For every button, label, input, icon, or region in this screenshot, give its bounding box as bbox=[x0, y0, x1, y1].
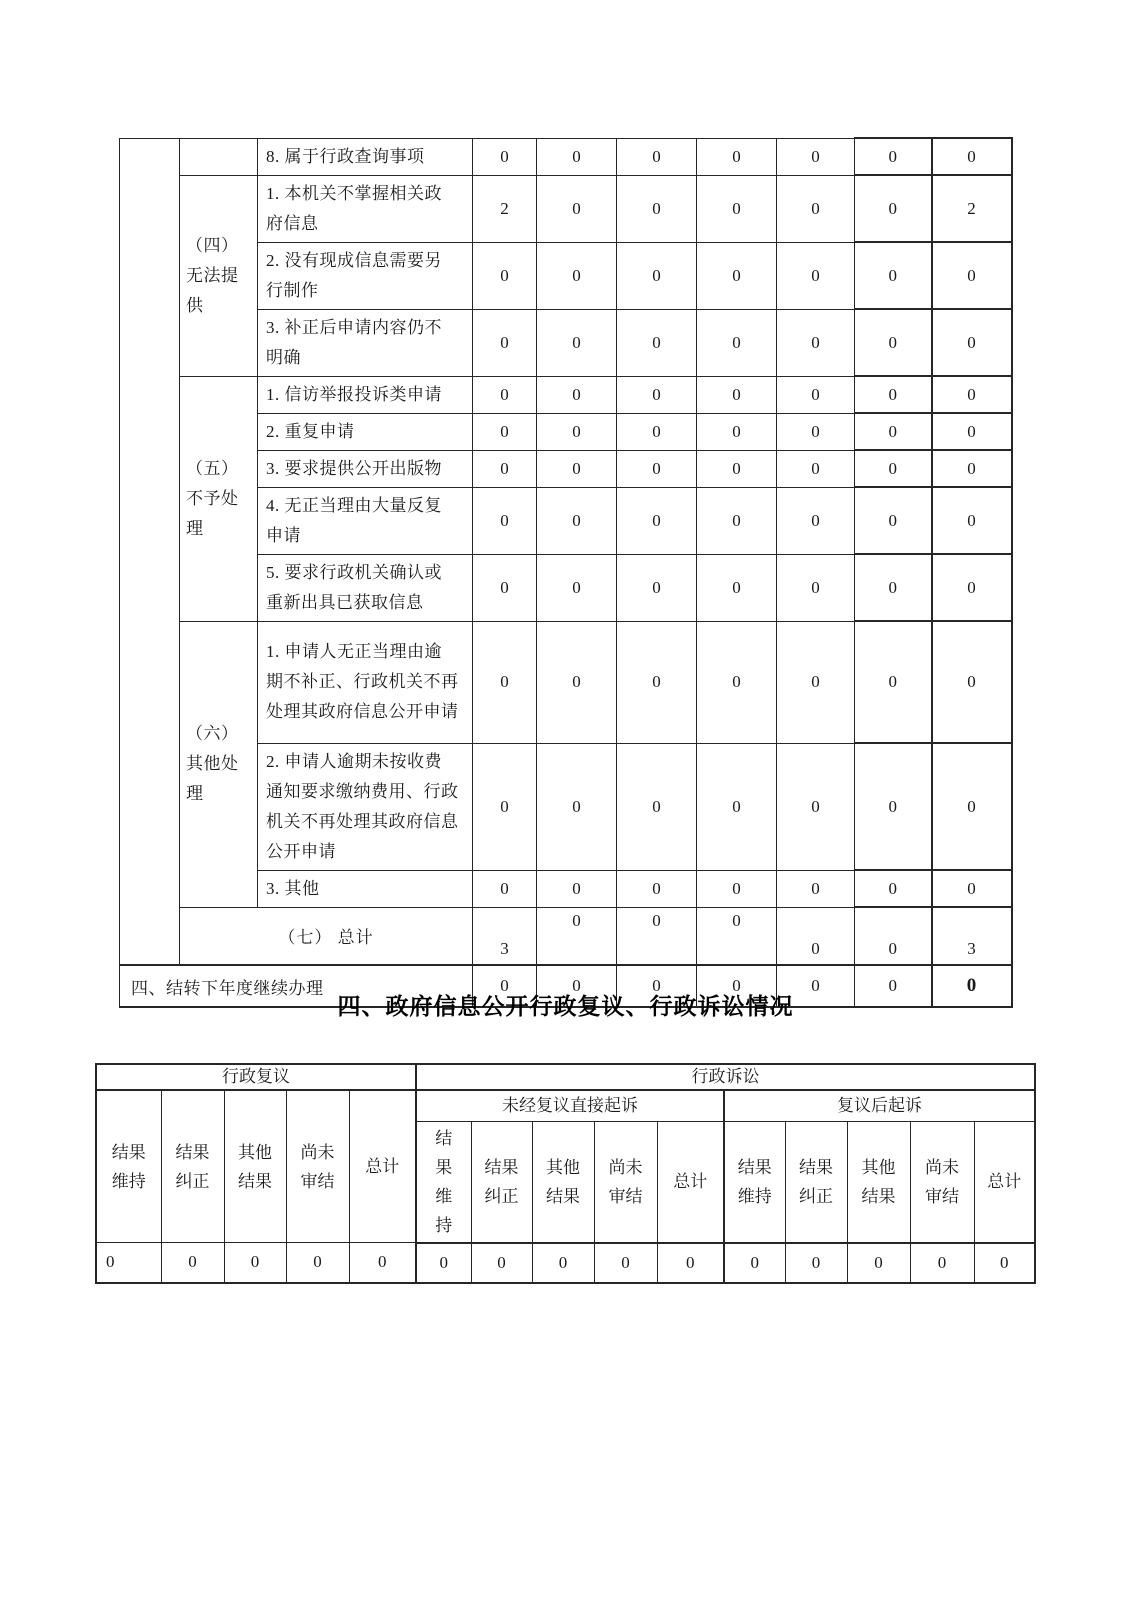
value-cell: 0 bbox=[532, 1243, 594, 1283]
value-cell: 0 bbox=[537, 413, 617, 450]
value-cell: 0 bbox=[617, 242, 697, 309]
direct-col-header: 结果纠正 bbox=[471, 1121, 532, 1243]
item-label-cell: 8. 属于行政查询事项 bbox=[258, 138, 473, 175]
carryover-value-cell: 0 bbox=[537, 965, 617, 1007]
value-cell: 0 bbox=[617, 450, 697, 487]
total-value-cell: 0 bbox=[617, 907, 697, 965]
value-cell: 0 bbox=[473, 242, 537, 309]
total-value-cell: 0 bbox=[537, 907, 617, 965]
value-cell: 0 bbox=[537, 242, 617, 309]
value-cell: 0 bbox=[932, 450, 1012, 487]
review-lawsuit-table bbox=[95, 1063, 1036, 1284]
value-cell: 0 bbox=[932, 487, 1012, 554]
total-value-cell: 0 bbox=[777, 907, 855, 965]
value-cell: 0 bbox=[777, 621, 855, 743]
review-col-header: 结果维持 bbox=[96, 1090, 161, 1243]
value-cell: 0 bbox=[473, 487, 537, 554]
carryover-value-cell: 0 bbox=[777, 965, 855, 1007]
value-cell: 0 bbox=[537, 175, 617, 242]
review-group-header: 行政复议 bbox=[96, 1064, 416, 1090]
value-cell: 0 bbox=[910, 1243, 974, 1283]
disposal-results-table bbox=[119, 137, 1013, 1008]
value-cell: 0 bbox=[724, 1243, 785, 1283]
value-cell: 0 bbox=[537, 376, 617, 413]
value-cell: 0 bbox=[697, 487, 777, 554]
item-label-cell: 3. 要求提供公开出版物 bbox=[258, 450, 473, 487]
value-cell: 0 bbox=[416, 1243, 471, 1283]
value-cell: 0 bbox=[473, 870, 537, 907]
value-cell: 0 bbox=[855, 138, 932, 175]
value-cell: 0 bbox=[617, 554, 697, 621]
value-cell: 0 bbox=[932, 743, 1012, 870]
after-total-header: 总计 bbox=[974, 1121, 1035, 1243]
value-cell: 0 bbox=[697, 621, 777, 743]
total-value-cell: 3 bbox=[932, 907, 1012, 965]
value-cell: 0 bbox=[473, 376, 537, 413]
value-cell: 0 bbox=[785, 1243, 847, 1283]
value-cell: 0 bbox=[777, 242, 855, 309]
after-review-subheader: 复议后起诉 bbox=[724, 1090, 1035, 1121]
value-cell: 0 bbox=[777, 309, 855, 376]
carryover-label-cell: 四、结转下年度继续办理 bbox=[120, 965, 473, 1007]
item-label-cell: 3. 其他 bbox=[258, 870, 473, 907]
value-cell: 0 bbox=[537, 870, 617, 907]
value-cell: 0 bbox=[537, 554, 617, 621]
carryover-value-cell: 0 bbox=[855, 965, 932, 1007]
item-label-cell: 3. 补正后申请内容仍不明确 bbox=[258, 309, 473, 376]
value-cell: 0 bbox=[657, 1243, 724, 1283]
value-cell: 0 bbox=[537, 487, 617, 554]
value-cell: 0 bbox=[473, 309, 537, 376]
carryover-value-cell: 0 bbox=[932, 965, 1012, 1007]
group-cell-4: （四）无法提供 bbox=[180, 175, 258, 376]
value-cell: 0 bbox=[777, 376, 855, 413]
after-col-header: 其他结果 bbox=[847, 1121, 910, 1243]
value-cell: 0 bbox=[473, 621, 537, 743]
item-label-cell: 2. 没有现成信息需要另行制作 bbox=[258, 242, 473, 309]
item-label-cell: 1. 申请人无正当理由逾期不补正、行政机关不再处理其政府信息公开申请 bbox=[258, 621, 473, 743]
review-total-header: 总计 bbox=[349, 1090, 416, 1243]
value-cell: 0 bbox=[286, 1243, 349, 1283]
value-cell: 0 bbox=[697, 554, 777, 621]
value-cell: 0 bbox=[161, 1243, 224, 1283]
value-cell: 0 bbox=[932, 242, 1012, 309]
item-label-cell: 1. 信访举报投诉类申请 bbox=[258, 376, 473, 413]
value-cell: 0 bbox=[96, 1243, 161, 1283]
review-col-header: 尚未审结 bbox=[286, 1090, 349, 1243]
value-cell: 0 bbox=[471, 1243, 532, 1283]
value-cell: 0 bbox=[855, 450, 932, 487]
item-label-cell: 4. 无正当理由大量反复申请 bbox=[258, 487, 473, 554]
section-title: 四、政府信息公开行政复议、行政诉讼情况 bbox=[337, 993, 794, 1019]
value-cell: 0 bbox=[537, 621, 617, 743]
value-cell: 0 bbox=[974, 1243, 1035, 1283]
value-cell: 2 bbox=[932, 175, 1012, 242]
value-cell: 0 bbox=[617, 309, 697, 376]
value-cell: 0 bbox=[537, 743, 617, 870]
value-cell: 0 bbox=[932, 554, 1012, 621]
value-cell: 0 bbox=[855, 175, 932, 242]
direct-total-header: 总计 bbox=[657, 1121, 724, 1243]
value-cell: 0 bbox=[777, 743, 855, 870]
item-label-cell: 1. 本机关不掌握相关政府信息 bbox=[258, 175, 473, 242]
lawsuit-group-header: 行政诉讼 bbox=[416, 1064, 1035, 1090]
value-cell: 0 bbox=[473, 743, 537, 870]
value-cell: 0 bbox=[777, 870, 855, 907]
item-label-cell: 2. 重复申请 bbox=[258, 413, 473, 450]
value-cell: 0 bbox=[855, 870, 932, 907]
value-cell: 0 bbox=[473, 554, 537, 621]
value-cell: 0 bbox=[855, 743, 932, 870]
value-cell: 0 bbox=[617, 138, 697, 175]
value-cell: 0 bbox=[697, 743, 777, 870]
value-cell: 0 bbox=[617, 870, 697, 907]
value-cell: 0 bbox=[697, 870, 777, 907]
total-value-cell: 0 bbox=[697, 907, 777, 965]
value-cell: 0 bbox=[777, 554, 855, 621]
value-cell: 0 bbox=[697, 376, 777, 413]
value-cell: 0 bbox=[855, 242, 932, 309]
value-cell: 0 bbox=[697, 413, 777, 450]
total-value-cell: 0 bbox=[855, 907, 932, 965]
value-cell: 0 bbox=[855, 621, 932, 743]
direct-col-header: 其他结果 bbox=[532, 1121, 594, 1243]
value-cell: 0 bbox=[473, 450, 537, 487]
direct-suit-subheader: 未经复议直接起诉 bbox=[416, 1090, 724, 1121]
group-cell-6: （六）其他处理 bbox=[180, 621, 258, 907]
value-cell: 0 bbox=[594, 1243, 657, 1283]
value-cell: 0 bbox=[932, 376, 1012, 413]
group-cell-empty bbox=[180, 138, 258, 175]
carryover-value-cell: 0 bbox=[697, 965, 777, 1007]
item-label-cell: 2. 申请人逾期未按收费通知要求缴纳费用、行政机关不再处理其政府信息公开申请 bbox=[258, 743, 473, 870]
direct-col-header: 结果维持 bbox=[416, 1121, 471, 1243]
value-cell: 0 bbox=[777, 413, 855, 450]
group-cell-5: （五）不予处理 bbox=[180, 376, 258, 621]
value-cell: 0 bbox=[473, 138, 537, 175]
value-cell: 2 bbox=[473, 175, 537, 242]
value-cell: 0 bbox=[932, 309, 1012, 376]
after-col-header: 结果纠正 bbox=[785, 1121, 847, 1243]
carryover-value-cell: 0 bbox=[617, 965, 697, 1007]
after-col-header: 尚未审结 bbox=[910, 1121, 974, 1243]
value-cell: 0 bbox=[697, 138, 777, 175]
value-cell: 0 bbox=[777, 450, 855, 487]
value-cell: 0 bbox=[697, 242, 777, 309]
value-cell: 0 bbox=[697, 309, 777, 376]
value-cell: 0 bbox=[847, 1243, 910, 1283]
value-cell: 0 bbox=[855, 554, 932, 621]
value-cell: 0 bbox=[932, 870, 1012, 907]
value-cell: 0 bbox=[855, 413, 932, 450]
value-cell: 0 bbox=[617, 743, 697, 870]
value-cell: 0 bbox=[537, 450, 617, 487]
value-cell: 0 bbox=[855, 376, 932, 413]
value-cell: 0 bbox=[777, 138, 855, 175]
value-cell: 0 bbox=[777, 487, 855, 554]
value-cell: 0 bbox=[617, 175, 697, 242]
total-label-cell: （七） 总计 bbox=[180, 907, 473, 965]
value-cell: 0 bbox=[473, 413, 537, 450]
total-value-cell: 3 bbox=[473, 907, 537, 965]
value-cell: 0 bbox=[537, 138, 617, 175]
value-cell: 0 bbox=[617, 376, 697, 413]
value-cell: 0 bbox=[617, 413, 697, 450]
value-cell: 0 bbox=[932, 621, 1012, 743]
value-cell: 0 bbox=[932, 138, 1012, 175]
item-label-cell: 5. 要求行政机关确认或重新出具已获取信息 bbox=[258, 554, 473, 621]
left-spanner-cell bbox=[120, 138, 180, 965]
value-cell: 0 bbox=[537, 309, 617, 376]
after-col-header: 结果维持 bbox=[724, 1121, 785, 1243]
value-cell: 0 bbox=[224, 1243, 286, 1283]
value-cell: 0 bbox=[855, 309, 932, 376]
value-cell: 0 bbox=[349, 1243, 416, 1283]
value-cell: 0 bbox=[617, 487, 697, 554]
value-cell: 0 bbox=[777, 175, 855, 242]
value-cell: 0 bbox=[697, 450, 777, 487]
review-col-header: 结果纠正 bbox=[161, 1090, 224, 1243]
value-cell: 0 bbox=[932, 413, 1012, 450]
review-col-header: 其他结果 bbox=[224, 1090, 286, 1243]
value-cell: 0 bbox=[697, 175, 777, 242]
value-cell: 0 bbox=[855, 487, 932, 554]
carryover-value-cell: 0 bbox=[473, 965, 537, 1007]
value-cell: 0 bbox=[617, 621, 697, 743]
direct-col-header: 尚未审结 bbox=[594, 1121, 657, 1243]
